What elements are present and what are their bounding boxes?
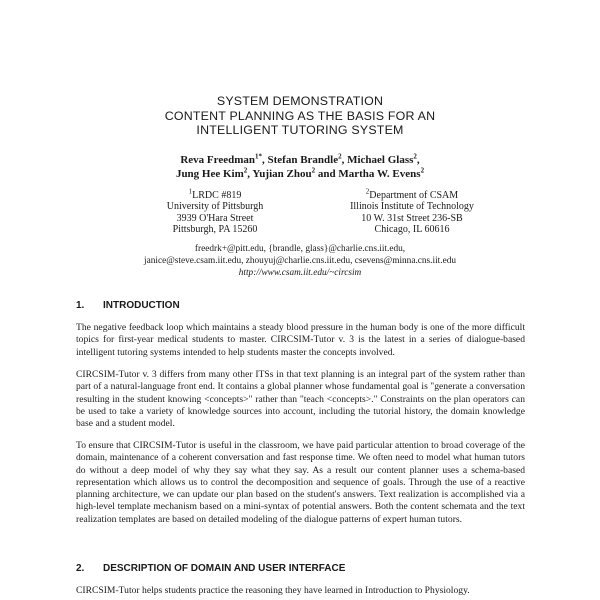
section-title: INTRODUCTION (103, 300, 180, 311)
author-affiliation-mark: 2 (338, 152, 342, 161)
section-title: DESCRIPTION OF DOMAIN AND USER INTERFACE (103, 563, 346, 574)
author-name: Yujian Zhou (252, 168, 312, 180)
author-affiliation-mark: 2 (311, 166, 316, 175)
intro-paragraph-1: The negative feedback loop which maintains a steady blood pressure in the human body is one of the more difficult topics for first-year medical students to master. CIRCSIM-Tutor v. 3 is the latest in a series of dialogue-based intelligent tutoring systems intended to help students master the concepts involved. (76, 322, 525, 358)
author-name: Stefan Brandle (267, 154, 339, 166)
contact-emails (0, 243, 600, 279)
author-name: Michael Glass (347, 154, 414, 166)
affiliation-mark: 2 (365, 187, 370, 196)
affiliation-line: Pittsburgh, PA 15260 (172, 223, 258, 235)
author-line-1: Reva Freedman$^{1*}$, Stefan Brandle$^2$, Michael Glass$^2$, (180, 152, 420, 166)
intro-paragraph-3 (76, 440, 525, 526)
paragraph-text: -Tutor v. 3 differs from many other ITSs in that text planning is an integral part of the system rather than part of a natural-language front end. It contains a global planner whose fundamental goal is "generate a conversation resulting in the student knowing <concepts>" rather than "teach <concepts>." Constraints on the plan operators can be used to take a variety of knowledge sources into account, including the tutorial history, the domain knowledge base and a student model. (76, 369, 525, 430)
section-heading-introduction (76, 300, 180, 311)
author-affiliation-mark: 1* (255, 152, 262, 161)
section-number: 1. (76, 300, 85, 311)
paragraph-text: To ensure that (76, 440, 134, 451)
email-line-2: janice@steve.csam.iit.edu, zhouyuj@charlie.cns.iit.edu, csevens@minna.cns.iit.edu (144, 256, 456, 266)
affiliation-line: 3939 O'Hara Street (176, 212, 254, 224)
affiliation-line: Chicago, IL 60616 (374, 223, 450, 235)
email-line-1: freedrk+@pitt.edu, {brandle, glass}@charlie.cns.iit.edu, (194, 244, 406, 254)
author-affiliation-mark: 2 (243, 166, 248, 175)
author-affiliation-mark: 2 (420, 166, 425, 175)
paper-title (0, 94, 600, 138)
author-line-2: Jung Hee Kim$^2$, Yujian Zhou$^2$ and Martha W. Evens$^2$ (175, 166, 425, 180)
system-name: CIRCSIM (76, 369, 116, 380)
project-url: http://www.csam.iit.edu/~circsim (238, 268, 362, 278)
affiliation-line: 10 W. 31st Street 236-SB (361, 212, 463, 224)
section-number: 2. (76, 563, 85, 574)
affiliation-pittsburgh (130, 187, 300, 235)
intro-paragraph-2 (76, 369, 525, 430)
author-name: Reva Freedman (180, 154, 255, 166)
author-affiliation-mark: 2 (413, 152, 417, 161)
title-line-2: CONTENT PLANNING AS THE BASIS FOR AN (164, 108, 436, 123)
title-line-3: INTELLIGENT TUTORING SYSTEM (196, 123, 404, 137)
affiliation-iit (326, 187, 498, 235)
paragraph-text: -Tutor helps students practice the reasoning they have learned in Introduction to Physiology. (115, 585, 470, 596)
system-name: CIRCSIM (76, 585, 116, 596)
author-name: Martha W. Evens (338, 168, 421, 180)
affiliation-line: Illinois Institute of Technology (350, 201, 474, 213)
affiliation-mark: 1 (188, 187, 193, 196)
author-name: Jung Hee Kim (175, 168, 244, 180)
affiliation-line: University of Pittsburgh (166, 201, 264, 213)
author-list (0, 153, 600, 181)
paragraph-text: -Tutor is useful in the classroom, we have paid particular attention to broad coverage of the domain, maintenance of a coherent conversation and fast response time. We often need to model what human tutors do without a deep model of why they say what they say. As a result our content planner uses a schema-based representation which allows us to control the decomposition and sequence of goals. Through the use of a reactive planning architecture, we can update our plan based on the student's answers. Text realization is accomplished via a high-level template mechanism based on a mini-syntax of potential answers. Both the content schemata and the text realization templates are based on detailed modeling of the dialogue patterns of expert human tutors. (76, 440, 526, 525)
system-name: CIRCSIM (133, 440, 173, 451)
section-heading-domain (76, 563, 345, 574)
affiliation-org: Department of CSAM (369, 190, 459, 201)
affiliation-org: LRDC #819 (192, 190, 242, 201)
title-line-1: SYSTEM DEMONSTRATION (216, 94, 384, 108)
domain-paragraph-1 (76, 585, 525, 597)
